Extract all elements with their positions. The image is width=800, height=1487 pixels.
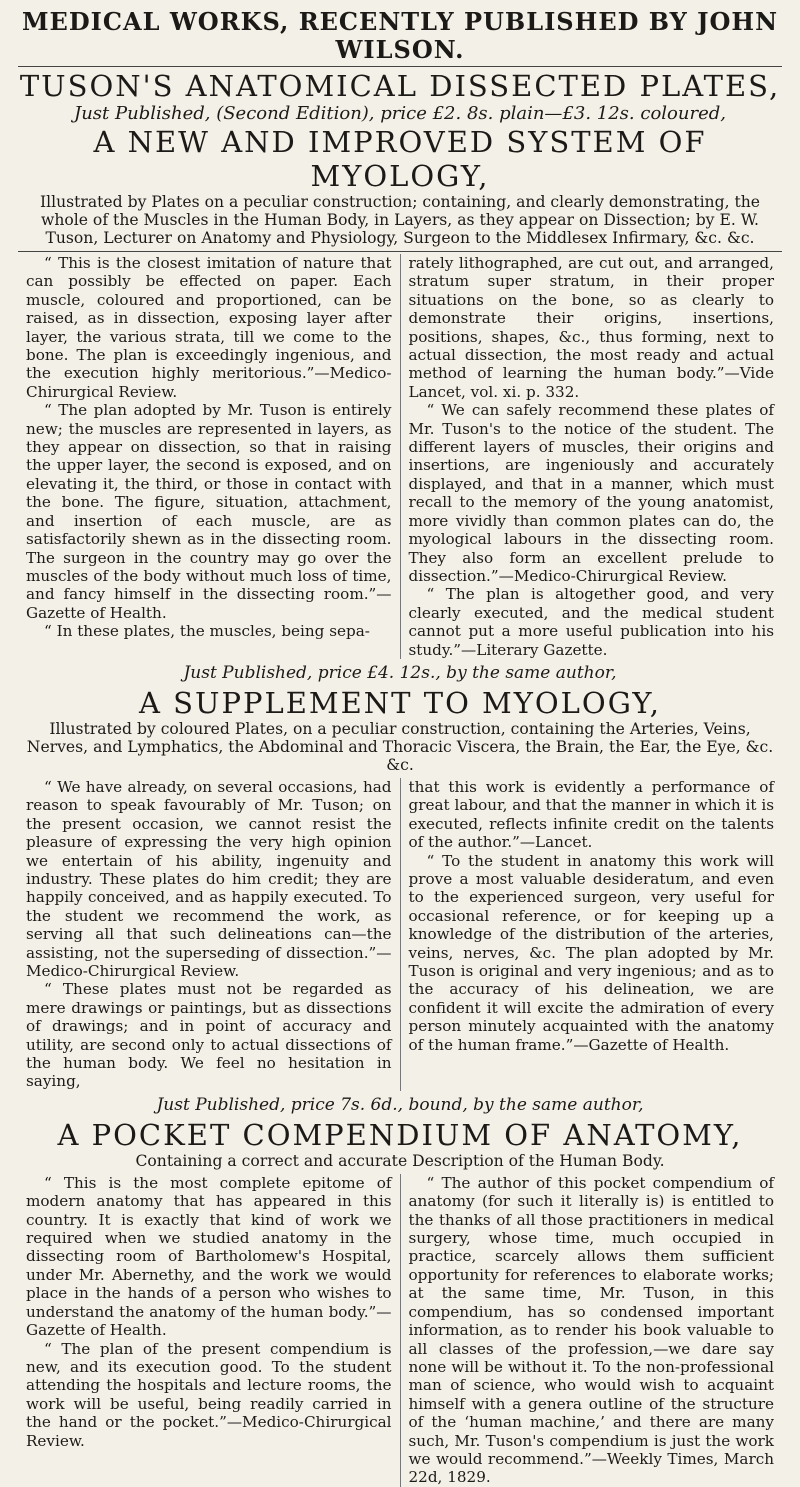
review-quote: that this work is evidently a performance of great labour, and that the manner in which it is executed, reflects infinite credit on the talents of the author.”—Lancet. — [408, 777, 774, 852]
review-column-right — [400, 778, 783, 1091]
review-quote: “ In these plates, the muscles, being sepa- — [44, 622, 370, 641]
review-column-left — [18, 254, 400, 659]
review-quote: “ The plan adopted by Mr. Tuson is entirely new; the muscles are represented in layers, as they appear on dissection, so that in raising the upper layer, the second is exposed, and on elevating it, the third, or those in contact with the bone. The figure, situation, attachment, and insertion of each muscle, are as satisfactorily shewn as in the dissecting room. The surgeon in the country may go over the muscles of the body without much loss of time, and fancy himself in the dissecting room.”—Gazette of Health. — [26, 401, 392, 622]
divider — [18, 251, 782, 252]
divider — [18, 66, 782, 67]
book-supplement-myology — [18, 663, 782, 1091]
book-title: A POCKET COMPENDIUM OF ANATOMY, — [57, 1117, 743, 1152]
review-quote: “ This is the most complete epitome of modern anatomy that has appeared in this country. It is exactly that kind of work we required when we studied anatomy in the dissecting room of Bartholomew's Hospital, under Mr. Abernethy, and the work we would place in the hands of a person who wishes to understand the anatomy of the human body.”—Gazette of Health. — [26, 1173, 392, 1340]
review-columns — [18, 254, 782, 659]
publication-note: Just Published, (Second Edition), price £2. 8s. plain—£3. 12s. coloured, — [74, 103, 726, 124]
review-quote: “ We have already, on several occasions, had reason to speak favourably of Mr. Tuson; on the present occasion, we cannot resist the pleasure of expressing the very high opinion we entertain of his ability, ingenuity and industry. These plates do him credit; they are happily conceived, and as happily executed. To the student we recommend the work, as serving all that such delineations can—the assisting, not the superseding of dissection.”—Medico-Chirurgical Review. — [26, 777, 392, 980]
review-quote: “ The plan is altogether good, and very clearly executed, and the medical student cannot put a more useful publication into his study.”—Literary Gazette. — [408, 585, 774, 659]
review-columns — [18, 778, 782, 1091]
review-column-left — [18, 1174, 400, 1487]
book-title: A NEW AND IMPROVED SYSTEM OF MYOLOGY, — [93, 125, 707, 193]
book-title: A SUPPLEMENT TO MYOLOGY, — [139, 685, 661, 720]
review-column-right — [400, 1174, 783, 1487]
publisher-header: MEDICAL WORKS, RECENTLY PUBLISHED BY JOHN WILSON. — [21, 7, 779, 64]
publication-note: Just Published, price £4. 12s., by the same author, — [183, 662, 617, 683]
review-quote: “ To the student in anatomy this work will prove a most valuable desideratum, and even to the experienced surgeon, very useful for occasional reference, or for keeping up a knowledge of the distribution of the arteries, veins, nerves, &c. The plan adopted by Mr. Tuson is original and very ingenious; and as to the accuracy of his delineation, we are confident it will excite the admiration of every person minutely acquainted with the anatomy of the human frame.”—Gazette of Health. — [408, 851, 774, 1054]
review-quote: “ The plan of the present compendium is new, and its execution good. To the student attending the hospitals and lecture rooms, the work will be useful, being readily carried in the hand or the pocket.”—Medico-Chirurgical Review. — [26, 1339, 392, 1450]
review-columns — [18, 1174, 782, 1487]
review-column-left — [18, 778, 400, 1091]
book-tuson-plates — [18, 69, 782, 659]
publication-note: Just Published, price 7s. 6d., bound, by the same author, — [156, 1094, 644, 1115]
review-quote: rately lithographed, are cut out, and arranged, stratum super stratum, in their proper situations on the bone, so as clearly to demonstrate their origins, insertions, positions, shapes, &c., thus forming, next to actual dissection, the most ready and actual method of learning the human body.”—Vide Lancet, vol. xi. p. 332. — [408, 254, 774, 401]
review-quote: “ This is the closest imitation of nature that can possibly be effected on paper. Each muscle, coloured and proportioned, can be raised, as in dissection, exposing layer after layer, the various strata, till we come to the bone. The plan is exceedingly ingenious, and the execution highly meritorious.”—Medico-Chirurgical Review. — [26, 254, 392, 401]
book-description: Illustrated by Plates on a peculiar construction; containing, and clearly demonstrating, the whole of the Muscles in the Human Body, in Layers, as they appear on Dissection; by E. W. Tuson, Lecturer on Anatomy and Physiology, Surgeon to the Middlesex Infirmary, &c. &c. — [39, 193, 761, 247]
review-quote: “ The author of this pocket compendium of anatomy (for such it literally is) is entitled to the thanks of all those practitioners in medical surgery, whose time, much occupied in practice, scarcely allows them sufficient opportunity for references to elaborate works; at the same time, Mr. Tuson, in this compendium, has so condensed important information, as to render his book valuable to all classes of the profession,—we dare say none will be without it. To the non-professional man of science, who would wish to acquaint himself with a genera outline of the structure of the ‘human machine,’ and there are many such, Mr. Tuson's compendium is just the work we would recommend.”—Weekly Times, March 22d, 1829. — [408, 1173, 774, 1487]
review-quote: “ We can safely recommend these plates of Mr. Tuson's to the notice of the student. The different layers of muscles, their origins and insertions, are ingeniously and accurately displayed, and that in a manner, which must recall to the memory of the young anatomist, more vividly than common plates can do, the myological labours in the dissecting room. They also form an excellent prelude to dissection.”—Medico-Chirurgical Review. — [408, 401, 774, 585]
review-column-right — [400, 254, 783, 659]
review-quote: “ These plates must not be regarded as mere drawings or paintings, but as dissections of drawings; and in point of accuracy and utility, are second only to actual dissections of the human body. We feel no hesitation in saying, — [26, 980, 392, 1091]
book-pocket-compendium — [18, 1095, 782, 1487]
book-description: Illustrated by coloured Plates, on a peculiar construction, containing the Arteries, Veins, Nerves, and Lymphatics, the Abdominal and Thoracic Viscera, the Brain, the Ear, the Eye, &c. &c. — [26, 719, 774, 774]
book-title: TUSON'S ANATOMICAL DISSECTED PLATES, — [19, 69, 781, 103]
book-description: Containing a correct and accurate Description of the Human Body. — [135, 1151, 665, 1170]
